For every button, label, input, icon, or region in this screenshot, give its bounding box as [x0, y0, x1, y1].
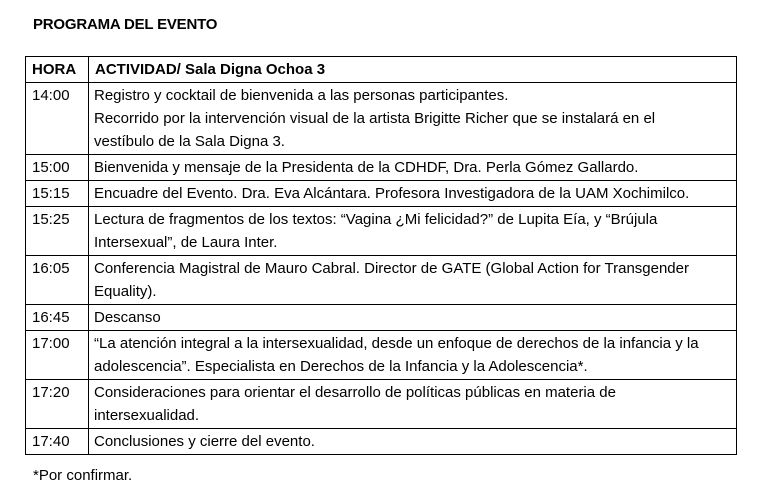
table-row — [26, 305, 737, 331]
activity-text-line: Descanso — [94, 309, 161, 326]
time-cell: 14:00 — [26, 83, 89, 155]
activity-cell — [89, 83, 737, 155]
table-row — [26, 155, 737, 181]
activity-text-line: Consideraciones para orientar el desarrollo de políticas públicas en materia de — [94, 384, 616, 401]
program-table — [25, 56, 737, 455]
time-cell: 15:15 — [26, 181, 89, 207]
time-cell: 17:20 — [26, 380, 89, 429]
activity-text-line: vestíbulo de la Sala Digna 3. — [94, 133, 285, 150]
activity-cell — [89, 305, 737, 331]
table-row — [26, 331, 737, 380]
activity-cell — [89, 429, 737, 455]
activity-text-line: Encuadre del Evento. Dra. Eva Alcántara. Profesora Investigadora de la UAM Xochimilco. — [94, 185, 690, 202]
activity-text-line: Conferencia Magistral de Mauro Cabral. Director de GATE (Global Action for Transgender — [94, 260, 689, 277]
time-cell: 16:05 — [26, 256, 89, 305]
table-header-row — [26, 57, 737, 83]
activity-text-line: adolescencia”. Especialista en Derechos de la Infancia y la Adolescencia*. — [94, 358, 588, 375]
time-cell: 15:25 — [26, 207, 89, 256]
time-cell: 16:45 — [26, 305, 89, 331]
footnote: *Por confirmar. — [33, 467, 133, 484]
table-row — [26, 380, 737, 429]
activity-cell — [89, 181, 737, 207]
table-row — [26, 256, 737, 305]
activity-text-line: Equality). — [94, 283, 157, 300]
activity-text-line: Registro y cocktail de bienvenida a las personas participantes. — [94, 87, 509, 104]
activity-cell — [89, 207, 737, 256]
activity-text-line: intersexualidad. — [94, 407, 200, 424]
activity-text-line: Conclusiones y cierre del evento. — [94, 433, 315, 450]
activity-cell — [89, 331, 737, 380]
activity-column-header: ACTIVIDAD/ Sala Digna Ochoa 3 — [89, 57, 737, 83]
activity-cell — [89, 380, 737, 429]
time-cell: 15:00 — [26, 155, 89, 181]
activity-cell — [89, 155, 737, 181]
table-row — [26, 83, 737, 155]
activity-text-line: “La atención integral a la intersexualidad, desde un enfoque de derechos de la infancia y la — [94, 335, 699, 352]
table-row — [26, 429, 737, 455]
program-rows — [26, 83, 737, 455]
time-column-header: HORA — [26, 57, 89, 83]
activity-text-line: Bienvenida y mensaje de la Presidenta de la CDHDF, Dra. Perla Gómez Gallardo. — [94, 159, 639, 176]
activity-text-line: Recorrido por la intervención visual de la artista Brigitte Richer que se instalará en el — [94, 110, 656, 127]
table-row — [26, 181, 737, 207]
activity-text-line: Lectura de fragmentos de los textos: “Vagina ¿Mi felicidad?” de Lupita Eía, y “Brújula — [94, 211, 658, 228]
time-cell: 17:40 — [26, 429, 89, 455]
document-title: PROGRAMA DEL EVENTO — [33, 16, 218, 33]
time-cell: 17:00 — [26, 331, 89, 380]
activity-text-line: Intersexual”, de Laura Inter. — [94, 234, 278, 251]
activity-cell — [89, 256, 737, 305]
table-row — [26, 207, 737, 256]
